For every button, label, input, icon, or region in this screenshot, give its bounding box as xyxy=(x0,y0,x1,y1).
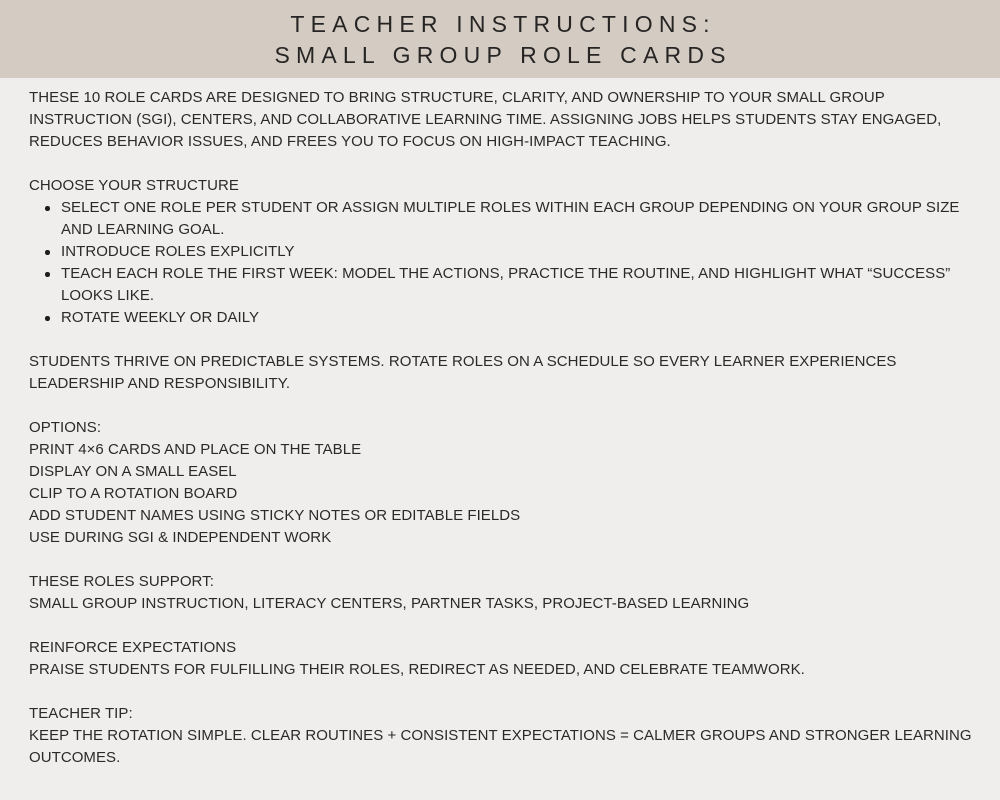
options-item: USE DURING SGI & INDEPENDENT WORK xyxy=(29,529,332,546)
document-header xyxy=(0,0,1000,78)
teacher-tip-heading: TEACHER TIP: xyxy=(29,705,133,722)
spacer xyxy=(29,681,978,703)
spacer xyxy=(29,153,978,175)
spacer xyxy=(29,395,978,417)
teacher-tip-text: KEEP THE ROTATION SIMPLE. CLEAR ROUTINES + CONSISTENT EXPECTATIONS = CALMER GROUPS AND STRONGER LEARNING OUTCOMES. xyxy=(29,727,972,766)
structure-heading: CHOOSE YOUR STRUCTURE xyxy=(29,177,239,194)
reinforce-text: PRAISE STUDENTS FOR FULFILLING THEIR ROLES, REDIRECT AS NEEDED, AND CELEBRATE TEAMWORK. xyxy=(29,661,805,678)
rotation-paragraph: STUDENTS THRIVE ON PREDICTABLE SYSTEMS. ROTATE ROLES ON A SCHEDULE SO EVERY LEARNER EXPERIENCES LEADERSHIP AND RESPONSIBILITY. xyxy=(29,353,897,392)
page-title-line-2: SMALL GROUP ROLE CARDS xyxy=(274,42,732,68)
options-item: DISPLAY ON A SMALL EASEL xyxy=(29,463,237,480)
list-item: SELECT ONE ROLE PER STUDENT OR ASSIGN MULTIPLE ROLES WITHIN EACH GROUP DEPENDING ON YOUR GROUP SIZE AND LEARNING GOAL. xyxy=(61,197,978,241)
page-title-line-1: TEACHER INSTRUCTIONS: xyxy=(290,11,716,37)
intro-paragraph: THESE 10 ROLE CARDS ARE DESIGNED TO BRING STRUCTURE, CLARITY, AND OWNERSHIP TO YOUR SMALL GROUP INSTRUCTION (SGI), CENTERS, AND COLLABORATIVE LEARNING TIME. ASSIGNING JOBS HELPS STUDENTS STAY ENGAGED, REDUCES BEHAVIOR ISSUES, AND FREES YOU TO FOCUS ON HIGH-IMPACT TEACHING. xyxy=(29,89,942,150)
options-item: CLIP TO A ROTATION BOARD xyxy=(29,485,238,502)
support-heading: THESE ROLES SUPPORT: xyxy=(29,573,214,590)
reinforce-heading: REINFORCE EXPECTATIONS xyxy=(29,639,237,656)
list-item: INTRODUCE ROLES EXPLICITLY xyxy=(61,241,978,263)
spacer xyxy=(29,329,978,351)
list-item: ROTATE WEEKLY OR DAILY xyxy=(61,307,978,329)
spacer xyxy=(29,549,978,571)
options-heading: OPTIONS: xyxy=(29,419,102,436)
list-item: TEACH EACH ROLE THE FIRST WEEK: MODEL THE ACTIONS, PRACTICE THE ROUTINE, AND HIGHLIGHT WHAT “SUCCESS” LOOKS LIKE. xyxy=(61,263,978,307)
options-item: ADD STUDENT NAMES USING STICKY NOTES OR EDITABLE FIELDS xyxy=(29,507,521,524)
structure-bullet-list xyxy=(29,197,978,329)
document-body xyxy=(0,78,1000,769)
spacer xyxy=(29,615,978,637)
support-text: SMALL GROUP INSTRUCTION, LITERACY CENTERS, PARTNER TASKS, PROJECT-BASED LEARNING xyxy=(29,595,750,612)
options-item: PRINT 4×6 CARDS AND PLACE ON THE TABLE xyxy=(29,441,362,458)
